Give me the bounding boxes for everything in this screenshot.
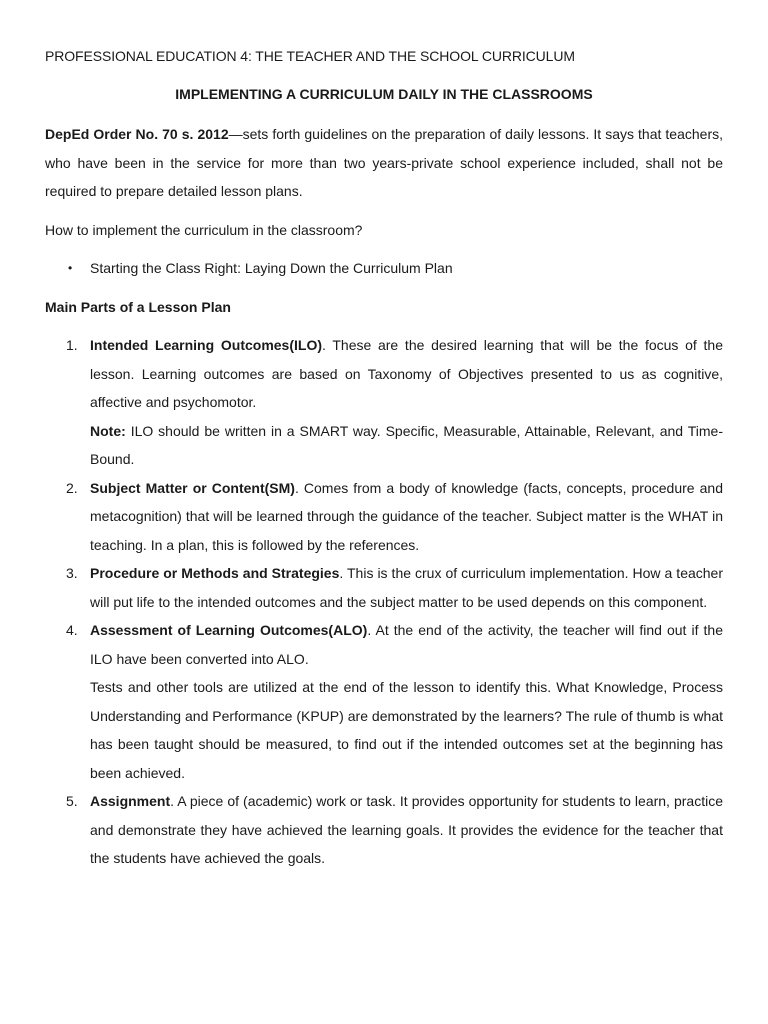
list-item-assessment — [66, 616, 723, 787]
intro-paragraph — [45, 120, 723, 206]
list-item-assignment — [66, 787, 723, 873]
intro-text: —sets forth guidelines on the preparation of daily lessons. It says that teachers, who have been in the service for more than two years-private school experience included, shall not be required to prepare detailed lesson plans. — [45, 126, 724, 199]
bullet-list — [45, 254, 723, 283]
list-item-procedure — [66, 559, 723, 616]
implementation-question: How to implement the curriculum in the classroom? — [45, 221, 363, 238]
list-item-subject-matter — [66, 474, 723, 560]
item-text: . Comes from a body of knowledge (facts, concepts, procedure and metacognition) that will be learned through the guidance of the teacher. Subject matter is the WHAT in teaching. In a plan, this is followed by the references. — [90, 479, 723, 553]
item-term: Procedure or Methods and Strategies — [90, 565, 340, 581]
item-number: 5. — [66, 793, 78, 809]
item-term: Intended Learning Outcomes(ILO) — [90, 337, 322, 353]
lesson-plan-parts-list — [45, 331, 723, 873]
item-extra-paragraph: Tests and other tools are utilized at the end of the lesson to identify this. What Knowledge, Process Understanding and Performance (KPUP) are demonstrated by the learners? The rule of thumb is what has been taught should be measured, to find out if the intended outcomes set at the beginning has been achieved. — [90, 679, 723, 781]
item-number: 2. — [66, 479, 78, 496]
item-paragraph — [90, 787, 723, 873]
item-note — [90, 417, 723, 474]
section-heading: Main Parts of a Lesson Plan — [45, 298, 231, 315]
item-paragraph — [90, 474, 723, 560]
item-term: Assignment — [90, 793, 171, 809]
note-text: ILO should be written in a SMART way. Specific, Measurable, Attainable, Relevant, and Time-Bound. — [90, 422, 723, 467]
course-header: PROFESSIONAL EDUCATION 4: THE TEACHER AND THE SCHOOL CURRICULUM — [45, 48, 575, 64]
item-term: Assessment of Learning Outcomes(ALO) — [90, 622, 368, 638]
bullet-marker: • — [68, 261, 73, 275]
list-item — [68, 254, 723, 283]
item-number: 3. — [66, 565, 78, 581]
bullet-text: Starting the Class Right: Laying Down the Curriculum Plan — [90, 260, 453, 276]
item-number: 4. — [66, 622, 78, 638]
item-text: . At the end of the activity, the teacher will find out if the ILO have been converted into ALO. — [90, 622, 723, 667]
note-label: Note: — [90, 422, 126, 439]
item-text: . This is the crux of curriculum implementation. How a teacher will put life to the intended outcomes and the subject matter to be used depends on this component. — [90, 565, 723, 610]
item-number: 1. — [66, 337, 78, 353]
document-title: IMPLEMENTING A CURRICULUM DAILY IN THE CLASSROOMS — [175, 86, 593, 102]
item-paragraph — [90, 616, 723, 673]
list-item-ilo — [66, 331, 723, 474]
item-paragraph — [90, 331, 723, 417]
item-text: . These are the desired learning that will be the focus of the lesson. Learning outcomes are based on Taxonomy of Objectives presented to us as cognitive, affective and psychomotor. — [90, 337, 723, 410]
item-paragraph — [90, 559, 723, 616]
item-text: . A piece of (academic) work or task. It provides opportunity for students to learn, practice and demonstrate they have achieved the learning goals. It provides the evidence for the teacher that the students have achieved the goals. — [90, 793, 723, 866]
deped-order-reference: DepEd Order No. 70 s. 2012 — [45, 126, 229, 142]
item-term: Subject Matter or Content(SM) — [90, 479, 295, 496]
